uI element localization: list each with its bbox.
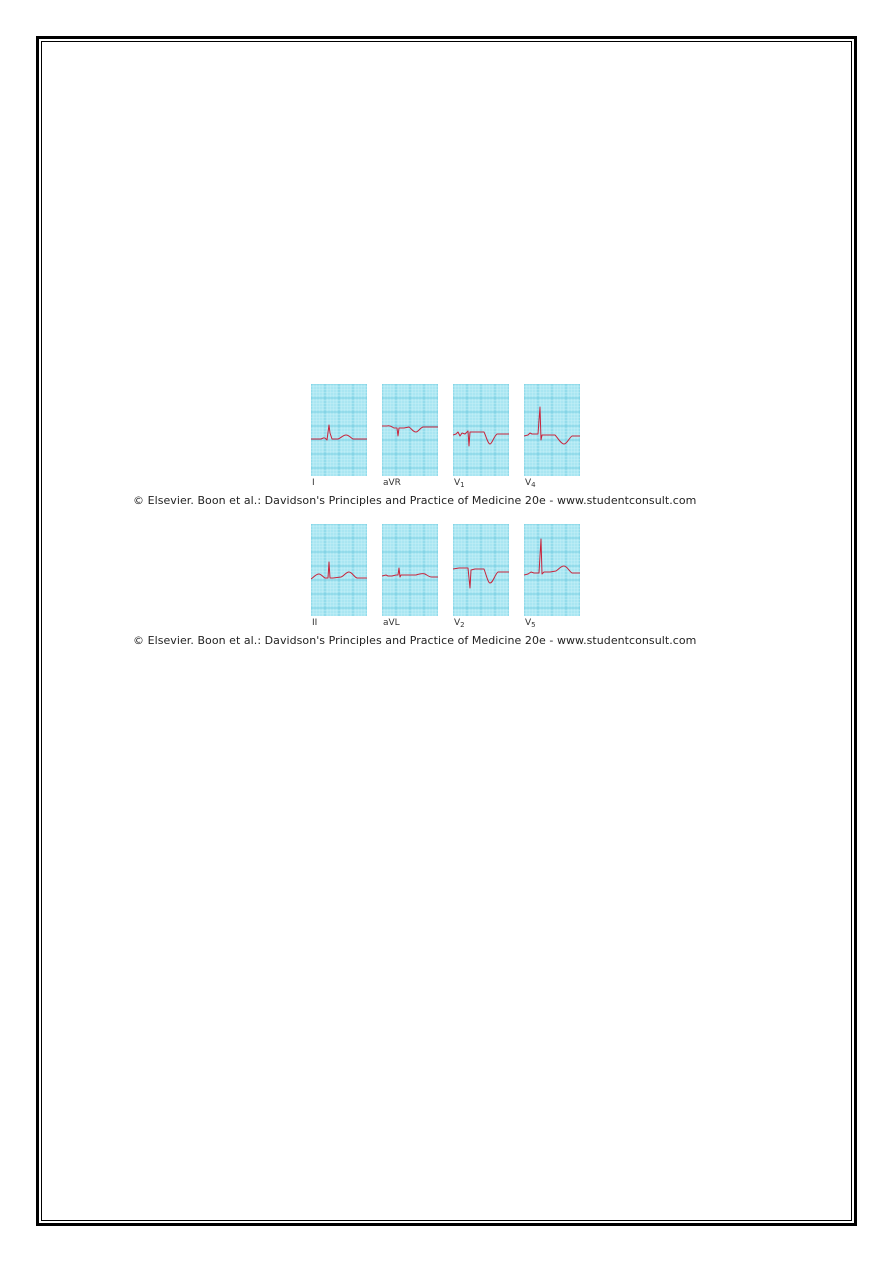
ecg-lead-labels [0, 477, 893, 491]
ecg-panel-lead-V2 [453, 524, 509, 616]
lead-label-V1: $V_1$ [454, 478, 465, 489]
ecg-panel-lead-I [311, 384, 367, 476]
ecg-panel-lead-II [311, 524, 367, 616]
ecg-panel-lead-V4 [524, 384, 580, 476]
ecg-lead-labels [0, 617, 893, 631]
lead-label-II: II [312, 618, 318, 628]
ecg-panel-lead-V5 [524, 524, 580, 616]
lead-label-I: I [312, 478, 315, 488]
ecg-figure-bottom [0, 524, 893, 647]
lead-label-aVR: aVR [383, 478, 401, 488]
lead-label-aVL: aVL [383, 618, 400, 628]
ecg-panel-lead-aVR [382, 384, 438, 476]
ecg-panels-row [0, 384, 893, 477]
page-border-inner [41, 41, 852, 1221]
figure-caption-top: © Elsevier. Boon et al.: Davidson's Principles and Practice of Medicine 20e - www.studentconsult.com [133, 494, 697, 507]
lead-label-V4: $V_4$ [525, 478, 536, 489]
ecg-figure-top [0, 384, 893, 507]
lead-label-V5: $V_5$ [525, 618, 536, 629]
ecg-panel-lead-aVL [382, 524, 438, 616]
lead-label-V2: $V_2$ [454, 618, 465, 629]
ecg-panels-row [0, 524, 893, 617]
ecg-panel-lead-V1 [453, 384, 509, 476]
figure-caption-bottom: © Elsevier. Boon et al.: Davidson's Principles and Practice of Medicine 20e - www.studentconsult.com [133, 634, 697, 647]
